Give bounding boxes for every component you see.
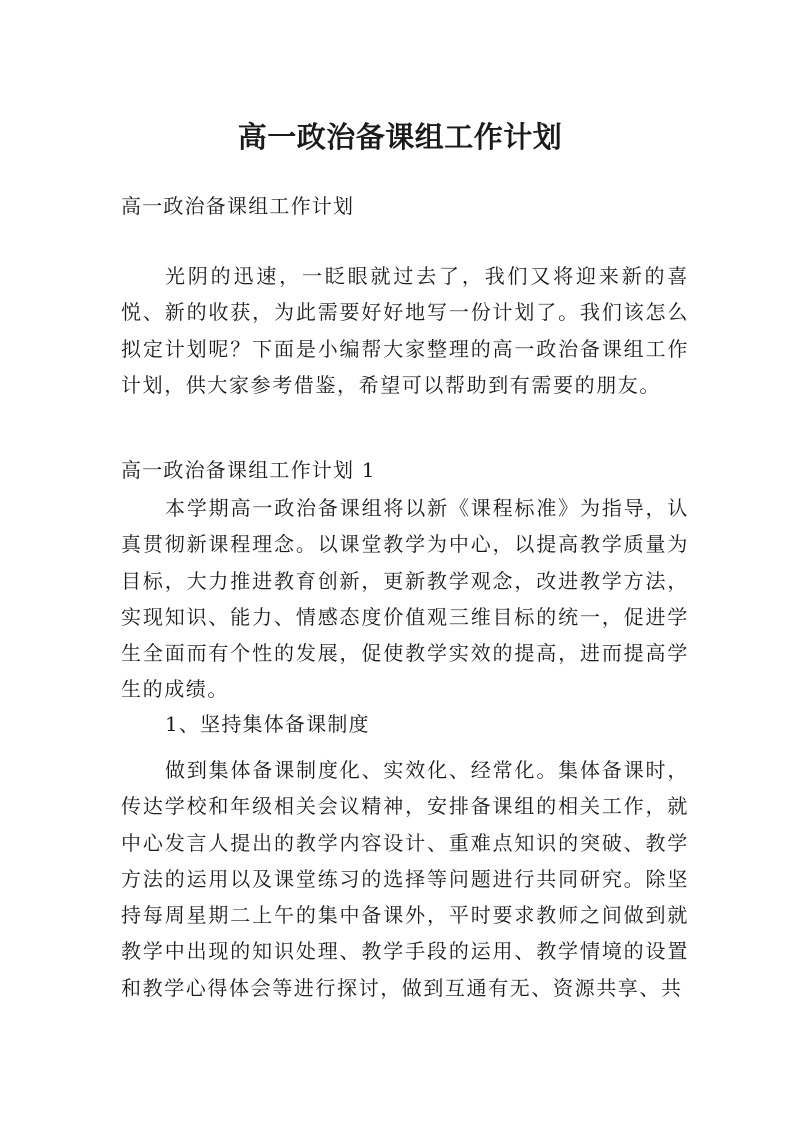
item-heading: 1、坚持集体备课制度 xyxy=(165,712,370,736)
document-subtitle: 高一政治备课组工作计划 xyxy=(121,194,355,218)
intro-paragraph: 光阴的迅速，一眨眼就过去了，我们又将迎来新的喜悦、新的收获，为此需要好好地写一份计划了。我们该怎么拟定计划呢？下面是小编帮大家整理的高一政治备课组工作计划，供大家参考借鉴，希望可以帮助到有需要的朋友。 xyxy=(121,264,689,397)
section-heading: 高一政治备课组工作计划 1 xyxy=(121,458,376,482)
document-title: 高一政治备课组工作计划 xyxy=(237,120,563,155)
item-body-paragraph: 做到集体备课制度化、实效化、经常化。集体备课时，传达学校和年级相关会议精神，安排备课组的相关工作，就中心发言人提出的教学内容设计、重难点知识的突破、教学方法的运用以及课堂练习的选择等问题进行共同研究。除坚持每周星期二上午的集中备课外，平时要求教师之间做到就教学中出现的知识处理、教学手段的运用、教学情境的设置和教学心得体会等进行探讨，做到互通有无、资源共享、共 xyxy=(121,758,689,1000)
section-body-paragraph: 本学期高一政治备课组将以新《课程标准》为指导，认真贯彻新课程理念。以课堂教学为中心，以提高教学质量为目标，大力推进教育创新，更新教学观念，改进教学方法，实现知识、能力、情感态度价值观三维目标的统一，促进学生全面而有个性的发展，促使教学实效的提高，进而提高学生的成绩。 xyxy=(121,496,689,702)
